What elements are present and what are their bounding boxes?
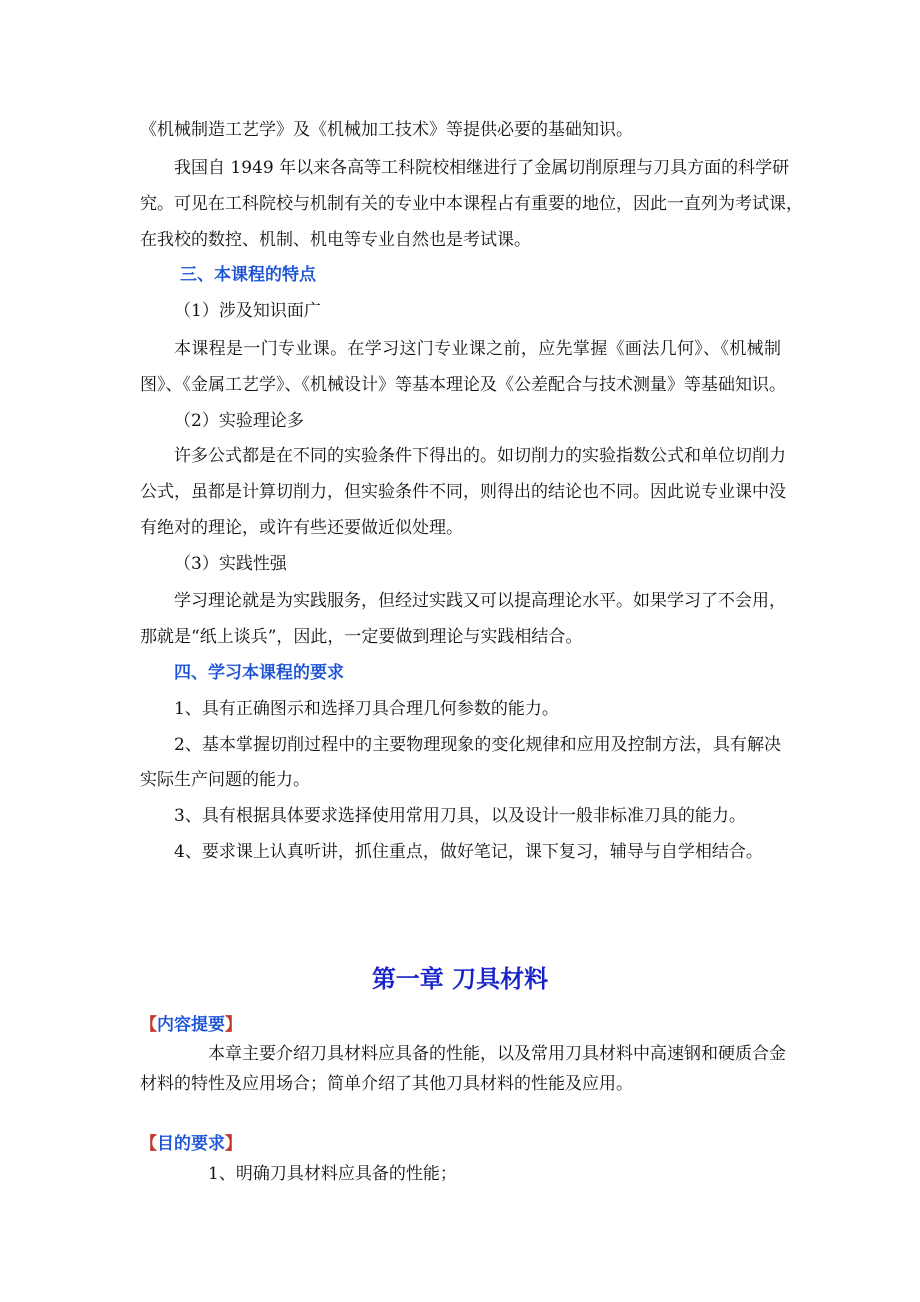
requirement-item: 1、具有正确图示和选择刀具合理几何参数的能力。 [174, 699, 559, 719]
requirement-item: 4、要求课上认真听讲，抓住重点，做好笔记，课下复习，辅导与自学相结合。 [174, 842, 763, 862]
paragraph-line: 公式，虽都是计算切削力，但实验条件不同，则得出的结论也不同。因此说专业课中没 [140, 482, 786, 502]
summary-line: 本章主要介绍刀具材料应具备的性能，以及常用刀具材料中高速钢和硬质合金 [208, 1044, 786, 1064]
requirement-item: 2、基本掌握切削过程中的主要物理现象的变化规律和应用及控制方法，具有解决 [174, 735, 781, 755]
subsection-title: （2）实验理论多 [174, 411, 304, 431]
section-heading: 三、本课程的特点 [180, 265, 316, 285]
paragraph-line: 在我校的数控、机制、机电等专业自然也是考试课。 [140, 230, 531, 250]
paragraph-line: 实际生产问题的能力。 [140, 770, 310, 790]
bracket-close: 】 [225, 1134, 242, 1154]
summary-label-text: 内容提要 [157, 1015, 225, 1035]
bracket-open: 【 [140, 1134, 157, 1154]
paragraph-line: 那就是“纸上谈兵”，因此，一定要做到理论与实践相结合。 [140, 627, 583, 647]
chapter-title: 第一章 刀具材料 [371, 965, 549, 993]
paragraph-line: 许多公式都是在不同的实验条件下得出的。如切削力的实验指数公式和单位切削力 [174, 446, 786, 466]
subsection-title: （1）涉及知识面广 [174, 301, 321, 321]
paragraph-line: 有绝对的理论，或许有些还要做近似处理。 [140, 518, 463, 538]
paragraph-line: 学习理论就是为实践服务，但经过实践又可以提高理论水平。如果学习了不会用， [174, 591, 786, 611]
goals-label [140, 1133, 242, 1155]
goal-item: 1、明确刀具材料应具备的性能； [208, 1164, 457, 1184]
summary-label [140, 1014, 242, 1036]
goals-label-text: 目的要求 [157, 1134, 225, 1154]
paragraph-line: 本课程是一门专业课。在学习这门专业课之前，应先掌握《画法几何》、《机械制 [174, 339, 781, 359]
subsection-title: （3）实践性强 [174, 554, 287, 574]
paragraph-line: 我国自 1949 年以来各高等工科院校相继进行了金属切削原理与刀具方面的科学研 [174, 158, 790, 178]
bracket-open: 【 [140, 1015, 157, 1035]
paragraph-line: 究。可见在工科院校与机制有关的专业中本课程占有重要的地位，因此一直列为考试课， [140, 194, 803, 214]
summary-line: 材料的特性及应用场合；简单介绍了其他刀具材料的性能及应用。 [140, 1074, 633, 1094]
intro-line: 《机械制造工艺学》及《机械加工技术》等提供必要的基础知识。 [140, 120, 633, 140]
section-heading: 四、学习本课程的要求 [174, 663, 344, 683]
requirement-item: 3、具有根据具体要求选择使用常用刀具，以及设计一般非标准刀具的能力。 [174, 806, 746, 826]
paragraph-line: 图》、《金属工艺学》、《机械设计》等基本理论及《公差配合与技术测量》等基础知识。 [140, 375, 786, 395]
bracket-close: 】 [225, 1015, 242, 1035]
